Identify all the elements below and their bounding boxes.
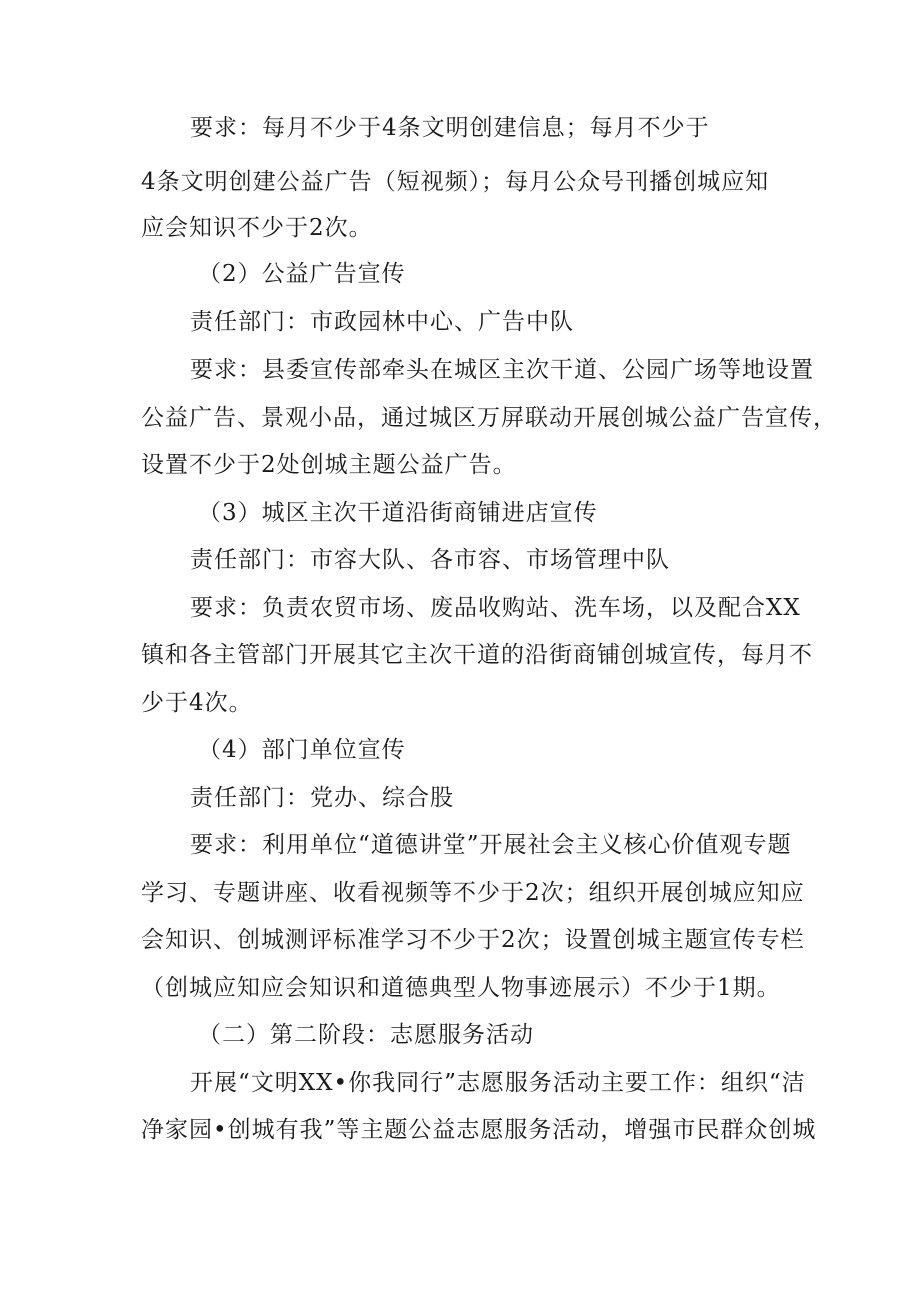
paragraph-line: 公益广告、景观小品，通过城区万屏联动开展创城公益广告宣传， xyxy=(141,405,837,431)
paragraph-line: 要求：每月不少于4条文明创建信息；每月不少于 xyxy=(190,115,710,141)
paragraph-line: 要求：县委宣传部牵头在城区主次干道、公园广场等地设置 xyxy=(190,357,814,383)
paragraph-line: 设置不少于2处创城主题公益广告。 xyxy=(141,452,517,478)
paragraph-line: 开展“文明XX•你我同行”志愿服务活动主要工作：组织“洁 xyxy=(190,1070,806,1096)
paragraph-line: 少于4次。 xyxy=(141,690,253,716)
paragraph-line: （创城应知应会知识和道德典型人物事迹展示）不少于1期。 xyxy=(141,975,781,1001)
paragraph-line: 净家园•创城有我”等主题公益志愿服务活动，增强市民群众创城 xyxy=(141,1117,817,1143)
paragraph-line: 会知识、创城测评标准学习不少于2次；设置创城主题宣传专栏 xyxy=(141,927,805,953)
section-heading: （2）公益广告宣传 xyxy=(198,261,406,287)
responsible-department-line: 责任部门：市容大队、各市容、市场管理中队 xyxy=(190,547,670,573)
responsible-department-line: 责任部门：市政园林中心、广告中队 xyxy=(190,309,574,335)
paragraph-line: 4条文明创建公益广告（短视频）；每月公众号刊播创城应知 xyxy=(141,169,770,195)
paragraph-line: 要求：利用单位“道德讲堂”开展社会主义核心价值观专题 xyxy=(190,832,792,858)
responsible-department-line: 责任部门：党办、综合股 xyxy=(190,785,454,811)
section-heading: （3）城区主次干道沿街商铺进店宣传 xyxy=(198,500,598,526)
paragraph-line: 镇和各主管部门开展其它主次干道的沿街商铺创城宣传，每月不 xyxy=(141,642,813,668)
section-heading: （二）第二阶段：志愿服务活动 xyxy=(198,1022,534,1048)
paragraph-line: 学习、专题讲座、收看视频等不少于2次；组织开展创城应知应 xyxy=(141,880,805,906)
section-heading: （4）部门单位宣传 xyxy=(198,737,406,763)
paragraph-line: 应会知识不少于2次。 xyxy=(141,215,373,241)
paragraph-line: 要求：负责农贸市场、废品收购站、洗车场，以及配合XX xyxy=(190,595,801,621)
